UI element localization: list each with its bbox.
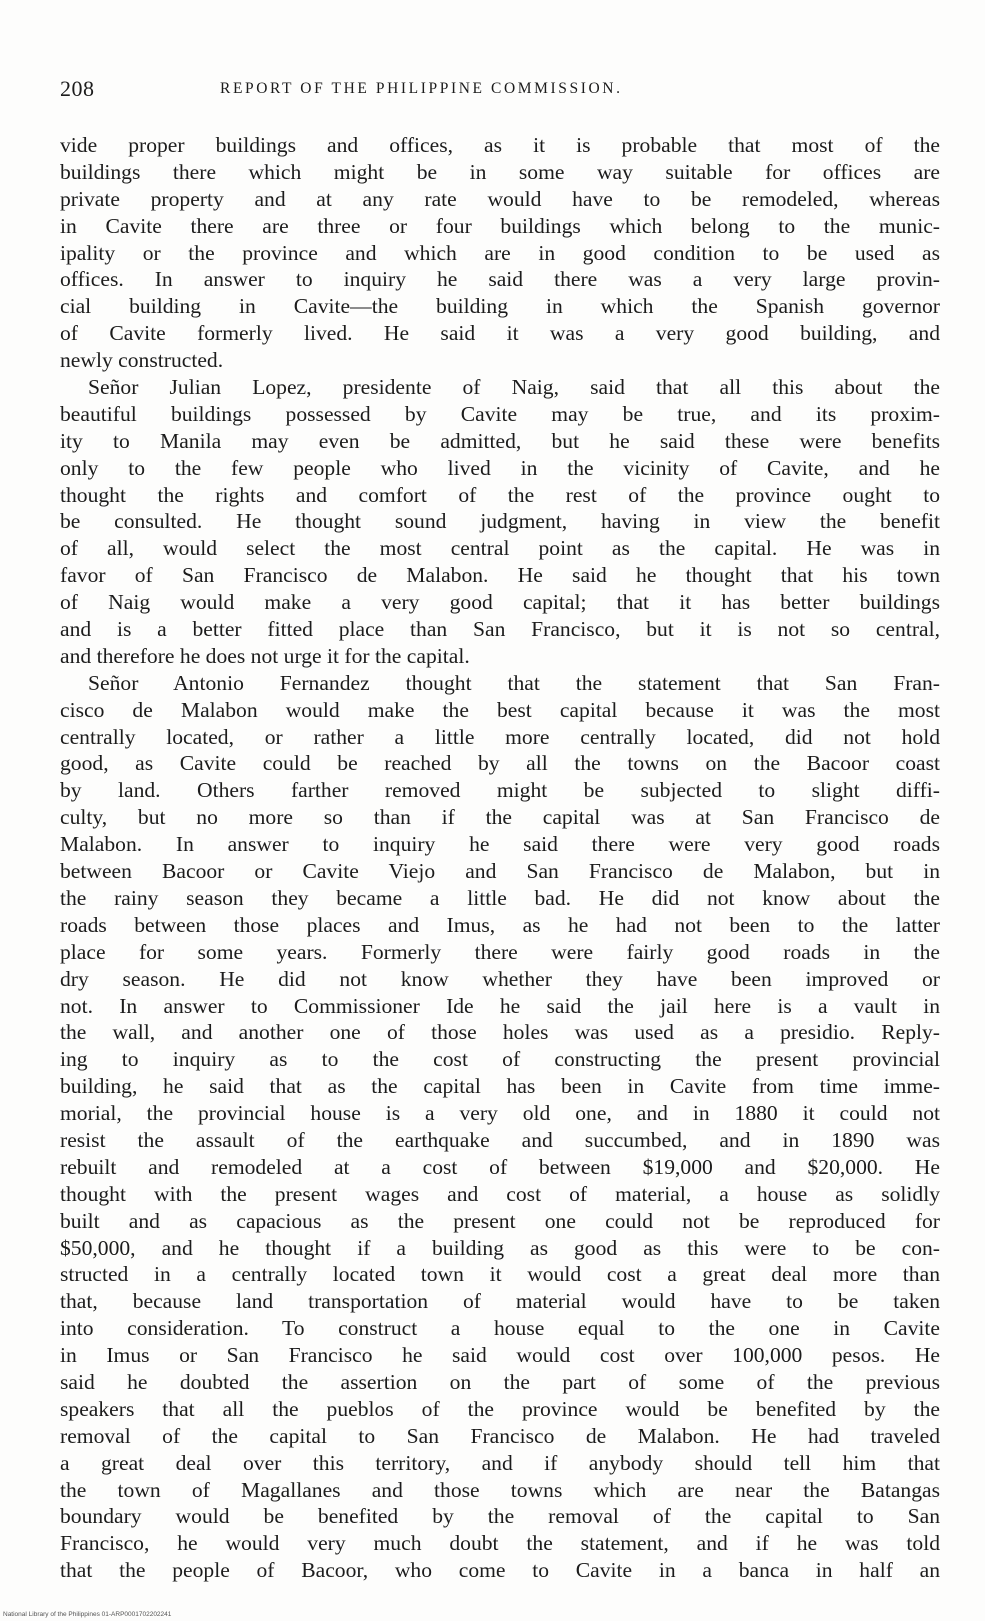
text-line: place for some years. Formerly there were fairly good roads in the (60, 939, 940, 964)
text-line: be consulted. He thought sound judgment, having in view the benefit (60, 509, 940, 534)
text-line: building, he said that as the capital has been in Cavite from time imme- (60, 1074, 940, 1099)
body-text (60, 132, 940, 1584)
text-line: the town of Magallanes and those towns which are near the Batangas (60, 1477, 940, 1502)
text-line: Señor Julian Lopez, presidente of Naig, said that all this about the (88, 375, 940, 400)
text-line: ity to Manila may even be admitted, but he said these were benefits (60, 428, 940, 453)
text-line: the wall, and another one of those holes was used as a presidio. Reply- (60, 1020, 940, 1045)
text-line: centrally located, or rather a little more centrally located, did not hold (60, 724, 940, 749)
text-line: ipality or the province and which are in good condition to be used as (60, 240, 940, 265)
scan-credit: National Library of the Philippines 01-ARP0001702202241 (3, 1611, 172, 1618)
text-line: removal of the capital to San Francisco de Malabon. He had traveled (60, 1423, 940, 1448)
text-line: offices. In answer to inquiry he said there was a very large provin- (60, 267, 940, 292)
text-line: resist the assault of the earthquake and succumbed, and in 1890 was (60, 1127, 940, 1152)
text-line: in Cavite there are three or four buildings which belong to the munic- (60, 213, 940, 238)
text-line: Francisco, he would very much doubt the statement, and if he was told (60, 1531, 940, 1556)
text-line: $50,000, and he thought if a building as good as this were to be con- (60, 1235, 940, 1260)
text-line: built and as capacious as the present one could not be reproduced for (60, 1208, 940, 1233)
text-line: only to the few people who lived in the vicinity of Cavite, and he (60, 455, 940, 480)
text-line: cial building in Cavite—the building in which the Spanish governor (60, 294, 940, 319)
page-number: 208 (60, 76, 95, 101)
text-line: beautiful buildings possessed by Cavite may be true, and its proxim- (60, 401, 940, 426)
text-line: culty, but no more so than if the capital was at San Francisco de (60, 805, 940, 830)
text-line: of Naig would make a very good capital; that it has better buildings (60, 590, 940, 615)
text-line: that, because land transportation of material would have to be taken (60, 1289, 940, 1314)
text-line: of Cavite formerly lived. He said it was a very good building, and (60, 321, 940, 346)
text-line: of all, would select the most central point as the capital. He was in (60, 536, 940, 561)
text-line: ing to inquiry as to the cost of constructing the present provincial (60, 1047, 940, 1072)
text-line: that the people of Bacoor, who come to Cavite in a banca in half an (60, 1558, 940, 1583)
text-line: good, as Cavite could be reached by all the towns on the Bacoor coast (60, 751, 940, 776)
text-line: into consideration. To construct a house equal to the one in Cavite (60, 1316, 940, 1341)
running-head (60, 76, 930, 106)
text-line: in Imus or San Francisco he said would cost over 100,000 pesos. He (60, 1343, 940, 1368)
text-line: buildings there which might be in some way suitable for offices are (60, 159, 940, 184)
text-line: Malabon. In answer to inquiry he said there were very good roads (60, 832, 940, 857)
text-line: by land. Others farther removed might be subjected to slight diffi- (60, 778, 940, 803)
text-line: newly constructed. (60, 348, 224, 373)
running-title: REPORT OF THE PHILIPPINE COMMISSION. (220, 80, 623, 97)
text-line: private property and at any rate would have to be remodeled, whereas (60, 186, 940, 211)
text-line: thought the rights and comfort of the rest of the province ought to (60, 482, 940, 507)
text-line: and is a better fitted place than San Francisco, but it is not so central, (60, 617, 940, 642)
text-line: thought with the present wages and cost of material, a house as solidly (60, 1181, 940, 1206)
text-line: speakers that all the pueblos of the province would be benefited by the (60, 1396, 940, 1421)
text-line: cisco de Malabon would make the best capital because it was the most (60, 697, 940, 722)
text-line: between Bacoor or Cavite Viejo and San Francisco de Malabon, but in (60, 859, 940, 884)
text-line: rebuilt and remodeled at a cost of between $19,000 and $20,000. He (60, 1154, 940, 1179)
text-line: boundary would be benefited by the removal of the capital to San (60, 1504, 940, 1529)
text-line: structed in a centrally located town it would cost a great deal more than (60, 1262, 940, 1287)
text-line: said he doubted the assertion on the part of some of the previous (60, 1369, 940, 1394)
text-line: favor of San Francisco de Malabon. He said he thought that his town (60, 563, 940, 588)
text-line: roads between those places and Imus, as he had not been to the latter (60, 912, 940, 937)
text-line: not. In answer to Commissioner Ide he said the jail here is a vault in (60, 993, 940, 1018)
text-line: vide proper buildings and offices, as it is probable that most of the (60, 133, 940, 157)
text-line: dry season. He did not know whether they have been improved or (60, 966, 940, 991)
text-line: the rainy season they became a little bad. He did not know about the (60, 885, 940, 910)
text-line: Señor Antonio Fernandez thought that the statement that San Fran- (88, 670, 940, 695)
text-line: and therefore he does not urge it for the capital. (60, 643, 470, 668)
text-line: morial, the provincial house is a very old one, and in 1880 it could not (60, 1101, 940, 1126)
text-line: a great deal over this territory, and if anybody should tell him that (60, 1450, 940, 1475)
